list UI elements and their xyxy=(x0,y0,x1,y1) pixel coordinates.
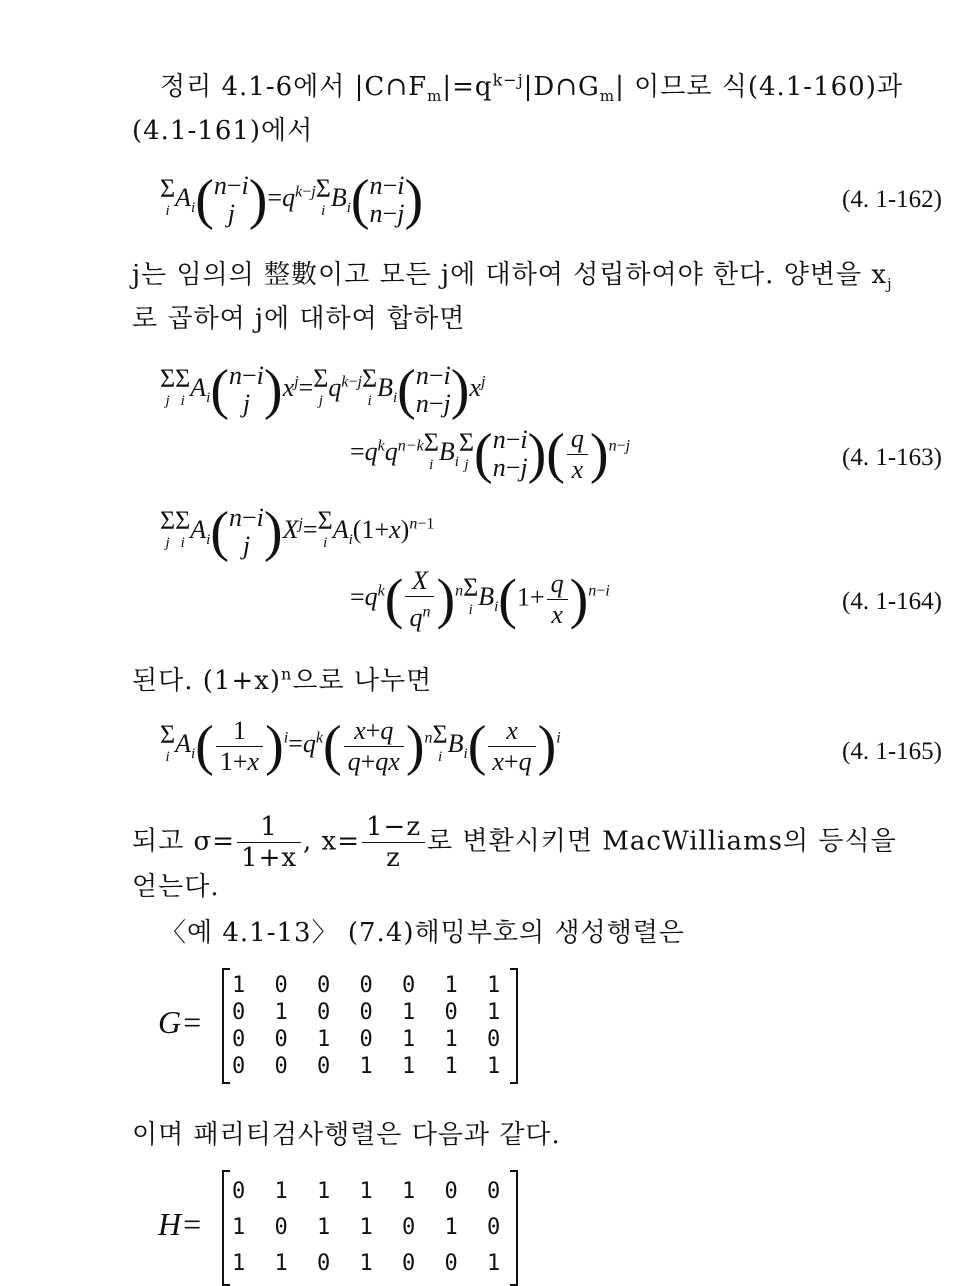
equation-163-line2: $=q^kq^{n-k}$ Σ i $B_i$ Σ j (n−i n−j)( $\frac{q}{x}$ )$^{n-j}$ xyxy=(350,423,631,485)
text-run: 으로 나누면 xyxy=(292,666,433,696)
text-run: 되고 σ= xyxy=(132,826,236,857)
paragraph-line: (4.1-161)에서 xyxy=(132,116,314,146)
equation-165: Σ i $A_i$( $\frac{1}{1+x}$ )$^i=q^k$( $\frac{x+q}{q+qx}$ )$^n$ Σ i $B_i$( $\frac{x}{x+q}$ )$^i$ xyxy=(160,715,561,777)
equation-number: (4. 1-165) xyxy=(842,738,942,765)
equation-163-line1: Σ j Σ i $A_i(n-i$ j )$x^j=$ Σ j $q^{k-j}$ Σ i $B_i(n-i$ $n-j)x^j$ xyxy=(160,359,486,421)
matrix-row: 0 1 1 1 1 0 0 xyxy=(232,1179,509,1204)
matrix-row: 1 0 0 0 0 1 1 xyxy=(232,973,509,998)
example-heading: 〈예 4.1-13〉 (7.4)해밍부호의 생성행렬은 xyxy=(160,918,685,948)
matrix-row: 1 0 1 1 0 1 0 xyxy=(232,1215,509,1240)
text-run: |D∩G xyxy=(523,72,600,102)
text-run: | 이므로 식(4.1-160)과 xyxy=(615,72,903,102)
text-sub: m xyxy=(599,87,616,106)
paragraph-line xyxy=(132,812,897,873)
paragraph-line: 로 곱하여 j에 대하여 합하면 xyxy=(132,304,466,334)
text-run: j는 임의의 整數이고 모든 j에 대하여 성립하여야 한다. 양변을 x xyxy=(132,260,887,290)
paragraph-line: 이며 패리티검사행렬은 다음과 같다. xyxy=(132,1120,561,1150)
equation-164-line1: Σ j Σ i $A_i(n-i$ j )$X^j=$ Σ i $A_i(1+x)^{n-1}$ xyxy=(160,501,435,563)
equation-162: Σ i $A_i(n-i$ j )$=q^{k-j}$ Σ i $B_i(n-i$ n−j) xyxy=(160,169,424,231)
fraction-denominator: 1+x xyxy=(241,843,298,873)
text-sup: k−j xyxy=(492,70,524,90)
matrix-row: 0 1 0 0 1 0 1 xyxy=(232,1000,509,1025)
fraction-numerator: 1−z xyxy=(362,812,425,843)
fraction-denominator: z xyxy=(386,843,401,873)
text-sub: m xyxy=(427,87,443,106)
text-run: |=q xyxy=(442,72,493,102)
text-run: 정리 4.1-6에서 |C∩F xyxy=(160,72,428,102)
fraction xyxy=(237,812,301,873)
matrix-g xyxy=(222,970,518,1082)
equation-number: (4. 1-164) xyxy=(842,588,942,615)
equation-164-line2: $=q^k$( $\frac{X}{q^n}$ )$^n$ Σ i $B_i(1+$ $\frac{q}{x}$ )$^{n-i}$ xyxy=(350,566,610,632)
paragraph-line: 얻는다. xyxy=(132,872,220,902)
paragraph-line xyxy=(132,254,893,293)
matrix-row: 1 1 0 1 0 0 1 xyxy=(232,1251,509,1276)
fraction xyxy=(362,812,425,873)
equation-number: (4. 1-163) xyxy=(842,444,942,471)
equation-number: (4. 1-162) xyxy=(842,186,942,213)
text-sup: n xyxy=(281,664,293,684)
matrix-h xyxy=(222,1172,518,1284)
matrix-row: 0 0 0 1 1 1 1 xyxy=(232,1054,509,1079)
text-run: , x= xyxy=(303,826,361,857)
fraction-numerator: 1 xyxy=(237,812,301,843)
paragraph-line xyxy=(160,66,903,105)
text-run: 로 변환시키면 MacWilliams의 등식을 xyxy=(427,826,897,857)
matrix-row: 0 0 1 0 1 1 0 xyxy=(232,1027,509,1052)
text-sub: j xyxy=(887,275,893,294)
paragraph-line xyxy=(132,660,432,697)
matrix-g-label: G= xyxy=(158,1004,203,1040)
text-run: 된다. (1+x) xyxy=(132,666,282,696)
matrix-h-label: H= xyxy=(158,1206,203,1242)
